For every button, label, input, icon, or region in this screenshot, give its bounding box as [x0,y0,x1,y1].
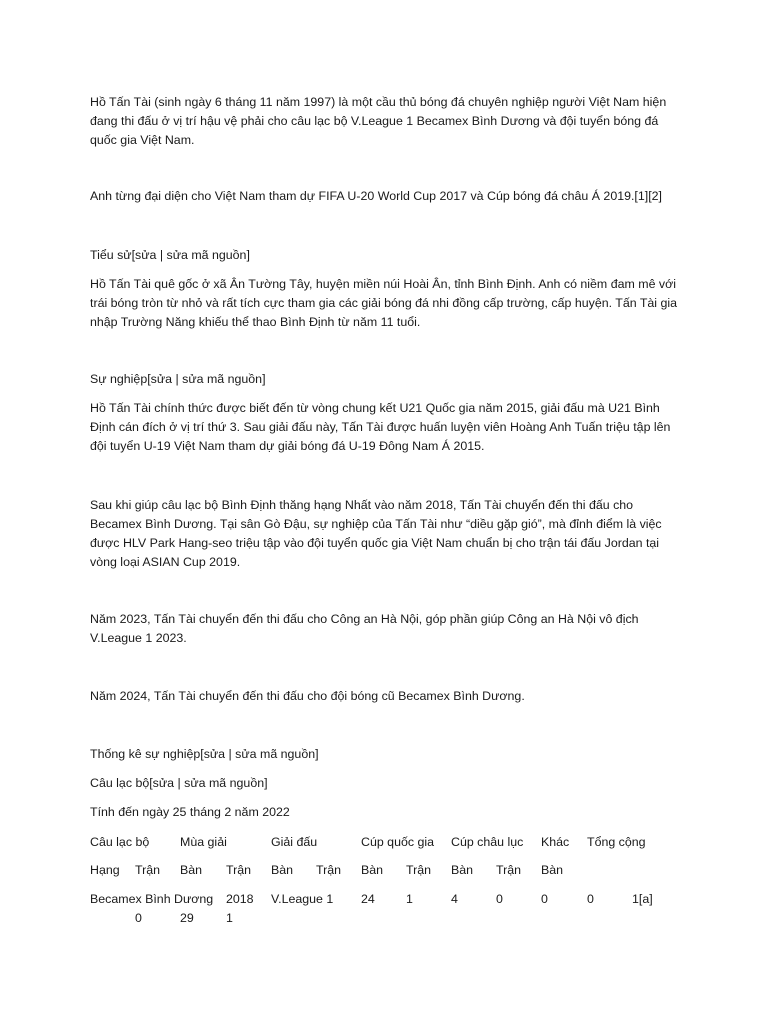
heading-career: Sự nghiệp[sửa | sửa mã nguồn] [90,372,266,386]
stats-subheader-cell: Bàn [541,863,564,877]
stats-subheader-cell: Bàn [180,863,203,877]
stats-as-of-date: Tính đến ngày 25 tháng 2 năm 2022 [90,805,290,819]
biography-paragraph: Hồ Tấn Tài quê gốc ở xã Ân Tường Tây, huyện miền núi Hoài Ân, tỉnh Bình Định. Anh có niềm đam mê với trái bóng tròn từ nhỏ và rất tích cực tham gia các giải bóng đá nhi đồng cấp trường, cấp huyện. Tấn Tài gia nhập Trường Năng khiếu thể thao Bình Định từ năm 11 tuổi. [90,277,678,329]
stats-header-cell: Tổng cộng [587,835,646,849]
career-paragraph-4: Năm 2024, Tấn Tài chuyển đến thi đấu cho đội bóng cũ Becamex Bình Dương. [90,689,525,703]
stats-data-cell: 1 [406,892,413,906]
stats-subheader-cell: Hạng [90,863,120,877]
stats-subheader-cell: Trận [496,863,522,877]
stats-data-cell: 1 [226,911,233,925]
stats-data-cell: 1[a] [632,892,653,906]
stats-header-cell: Khác [541,835,570,849]
heading-career-stats: Thống kê sự nghiệp[sửa | sửa mã nguồn] [90,747,319,761]
stats-header-cell: Câu lạc bộ [90,835,150,849]
stats-subheader-cell: Trận [226,863,252,877]
intro-paragraph: Hồ Tấn Tài (sinh ngày 6 tháng 11 năm 1997) là một cầu thủ bóng đá chuyên nghiệp người Việt Nam hiện đang thi đấu ở vị trí hậu vệ phải cho câu lạc bộ V.League 1 Becamex Bình Dương và đội tuyển bóng đá quốc gia Việt Nam. [90,95,667,147]
document-page [90,0,690,1024]
stats-data-cell: 4 [451,892,458,906]
stats-subheader-cell: Bàn [451,863,474,877]
stats-data-row-continued [90,909,690,928]
stats-subheader-cell: Trận [135,863,161,877]
stats-data-cell: 0 [541,892,548,906]
career-paragraph-2: Sau khi giúp câu lạc bộ Bình Định thăng hạng Nhất vào năm 2018, Tấn Tài chuyển đến thi đấu cho Becamex Bình Dương. Tại sân Gò Đậu, sự nghiệp của Tấn Tài như “diều gặp gió”, mà đỉnh điểm là việc được HLV Park Hang-seo triệu tập vào đội tuyển quốc gia Việt Nam chuẩn bị cho trận tái đấu Jordan tại vòng loại ASIAN Cup 2019. [90,498,662,569]
intro-paragraph-2: Anh từng đại diện cho Việt Nam tham dự FIFA U-20 World Cup 2017 và Cúp bóng đá châu Á 2019.[1][2] [90,189,662,203]
stats-header-row [90,833,690,852]
stats-header-cell: Giải đấu [271,835,318,849]
career-paragraph-3: Năm 2023, Tấn Tài chuyển đến thi đấu cho Công an Hà Nội, góp phần giúp Công an Hà Nội vô địch V.League 1 2023. [90,612,639,645]
stats-data-cell: 29 [180,911,194,925]
stats-subheader-cell: Trận [406,863,432,877]
career-paragraph-1: Hồ Tấn Tài chính thức được biết đến từ vòng chung kết U21 Quốc gia năm 2015, giải đấu mà U21 Bình Định cán đích ở vị trí thứ 3. Sau giải đấu này, Tấn Tài được huấn luyện viên Hoàng Anh Tuấn triệu tập lên đội tuyển U-19 Việt Nam tham dự giải bóng đá U-19 Đông Nam Á 2015. [90,401,671,453]
stats-subheader-cell: Bàn [361,863,384,877]
stats-header-cell: Cúp châu lục [451,835,524,849]
stats-subheader-row [90,861,690,880]
stats-data-cell: 0 [496,892,503,906]
stats-header-cell: Mùa giải [180,835,227,849]
stats-data-cell: 24 [361,892,375,906]
heading-biography: Tiểu sử[sửa | sửa mã nguồn] [90,248,250,262]
stats-data-cell: 0 [587,892,594,906]
stats-subheader-cell: Trận [316,863,342,877]
stats-subheader-cell: Bàn [271,863,294,877]
stats-data-cell: 2018 [226,892,254,906]
heading-club-stats: Câu lạc bộ[sửa | sửa mã nguồn] [90,776,268,790]
stats-data-row [90,890,690,909]
stats-data-cell: Becamex Bình Dương [90,892,214,906]
stats-data-cell: 0 [135,911,142,925]
stats-header-cell: Cúp quốc gia [361,835,435,849]
stats-data-cell: V.League 1 [271,892,334,906]
